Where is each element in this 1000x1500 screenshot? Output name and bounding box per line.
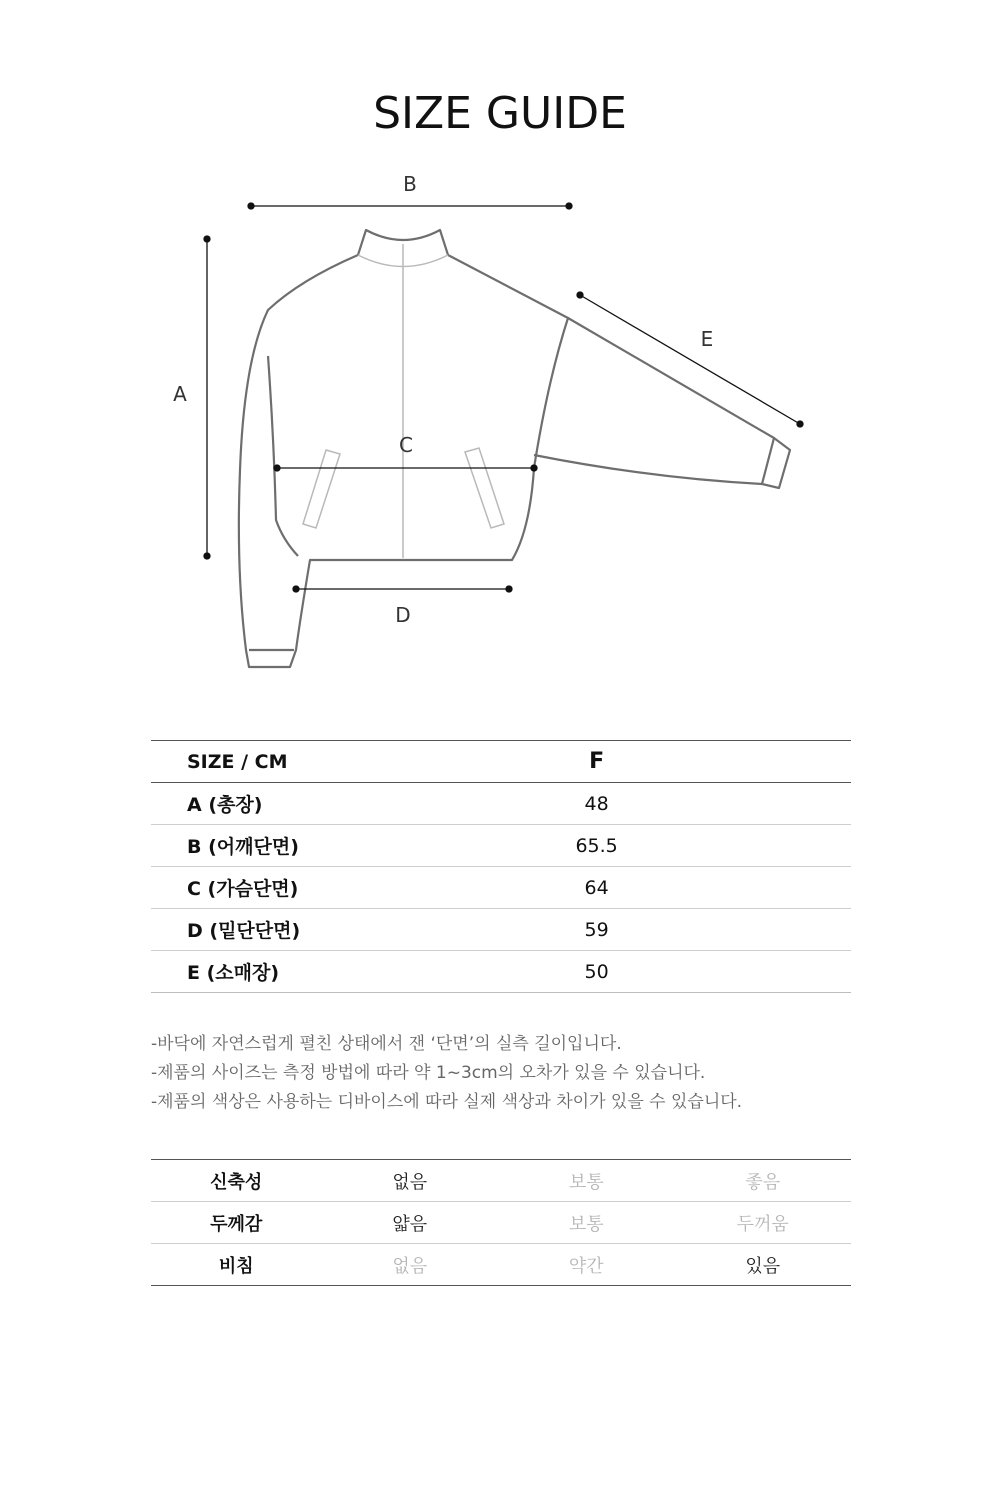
measure-dot bbox=[566, 203, 572, 209]
table-row bbox=[151, 867, 851, 909]
note-line: -제품의 사이즈는 측정 방법에 따라 약 1~3cm의 오차가 있을 수 있습니다. bbox=[151, 1063, 706, 1083]
size-table-header bbox=[151, 741, 851, 783]
measure-dot bbox=[531, 465, 537, 471]
page-title: SIZE GUIDE bbox=[373, 88, 627, 139]
size-row-value: 65.5 bbox=[472, 825, 721, 867]
fabric-row-label: 두께감 bbox=[151, 1202, 321, 1244]
measure-line-e bbox=[580, 295, 800, 424]
size-row-label: B (어깨단면) bbox=[151, 825, 472, 867]
measure-dot bbox=[506, 586, 512, 592]
size-header-size: F bbox=[472, 741, 721, 783]
fabric-option: 두꺼움 bbox=[674, 1202, 851, 1244]
fabric-option-selected: 얇음 bbox=[321, 1202, 498, 1244]
measure-dot bbox=[293, 586, 299, 592]
fabric-option: 없음 bbox=[321, 1244, 498, 1286]
jacket-measurement-diagram bbox=[0, 0, 1000, 700]
fabric-info-table bbox=[151, 1159, 851, 1286]
measure-label-d: D bbox=[395, 603, 411, 627]
size-row-label: C (가슴단면) bbox=[151, 867, 472, 909]
measure-label-a: A bbox=[173, 382, 187, 406]
measure-dot bbox=[248, 203, 254, 209]
fabric-row-label: 비침 bbox=[151, 1244, 321, 1286]
size-header-label: SIZE / CM bbox=[151, 741, 472, 783]
size-table bbox=[151, 740, 851, 993]
jacket-right-pocket bbox=[465, 448, 504, 528]
size-row-value: 64 bbox=[472, 867, 721, 909]
fabric-row-label: 신축성 bbox=[151, 1160, 321, 1202]
jacket-left-armhole bbox=[268, 356, 298, 556]
fabric-row-stretch bbox=[151, 1160, 851, 1202]
table-row bbox=[151, 825, 851, 867]
size-header-spacer bbox=[721, 741, 851, 783]
measure-dot bbox=[797, 421, 803, 427]
measure-label-b: B bbox=[403, 172, 417, 196]
measure-dot bbox=[274, 465, 280, 471]
measure-dot bbox=[204, 553, 210, 559]
measure-label-c: C bbox=[399, 433, 413, 457]
size-row-label: A (총장) bbox=[151, 783, 472, 825]
size-row-value: 48 bbox=[472, 783, 721, 825]
table-row bbox=[151, 951, 851, 993]
table-row bbox=[151, 783, 851, 825]
jacket-left-pocket bbox=[303, 450, 340, 528]
size-row-value: 50 bbox=[472, 951, 721, 993]
note-line: -바닥에 자연스럽게 펼친 상태에서 잰 ‘단면’의 실측 길이입니다. bbox=[151, 1034, 622, 1054]
size-row-label: E (소매장) bbox=[151, 951, 472, 993]
measure-dot bbox=[204, 236, 210, 242]
fabric-option-selected: 있음 bbox=[674, 1244, 851, 1286]
size-row-value: 59 bbox=[472, 909, 721, 951]
note-line: -제품의 색상은 사용하는 디바이스에 따라 실제 색상과 차이가 있을 수 있습니다. bbox=[151, 1092, 743, 1112]
fabric-option: 보통 bbox=[498, 1160, 675, 1202]
jacket-right-cuff bbox=[762, 438, 774, 484]
measure-dot bbox=[577, 292, 583, 298]
table-row bbox=[151, 909, 851, 951]
fabric-option-selected: 없음 bbox=[321, 1160, 498, 1202]
fabric-row-sheerness bbox=[151, 1244, 851, 1286]
fabric-row-thickness bbox=[151, 1202, 851, 1244]
fabric-option: 약간 bbox=[498, 1244, 675, 1286]
measure-label-e: E bbox=[700, 327, 714, 351]
size-notes bbox=[151, 1030, 911, 1117]
size-row-label: D (밑단단면) bbox=[151, 909, 472, 951]
fabric-option: 좋음 bbox=[674, 1160, 851, 1202]
fabric-option: 보통 bbox=[498, 1202, 675, 1244]
